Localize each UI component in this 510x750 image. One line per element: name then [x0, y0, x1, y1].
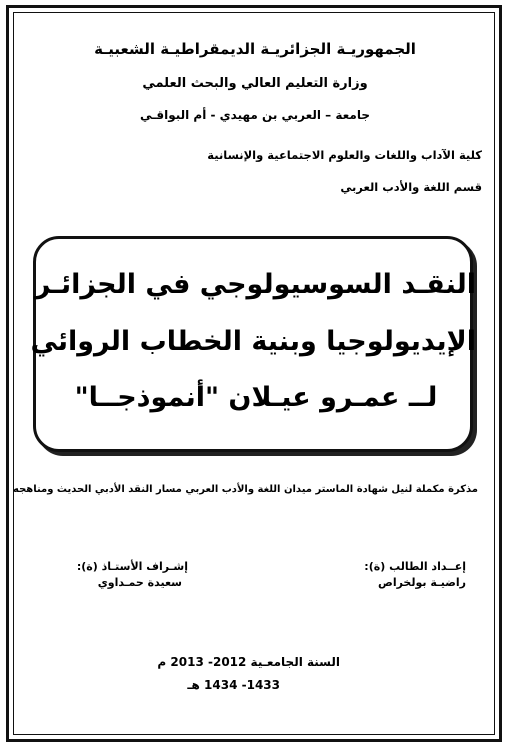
republic-heading: الجمهوريـة الجزائريـة الديمقراطيـة الشعبيـة [94, 40, 416, 58]
thesis-title-line-3: لــ عمـرو عيـلان "أنموذجــا" [74, 382, 438, 413]
academic-year-gregorian: السنة الجامعـية 2012- 2013 م [157, 655, 340, 669]
supervisor-label: إشـراف الأستـاذ (ة): [76, 560, 188, 573]
academic-year-hijri: 1433- 1434 هـ [187, 678, 280, 692]
student-label: إعــداد الطالب (ة): [364, 560, 466, 573]
thesis-title-line-2: الإيديولوجيا وبنية الخطاب الروائي [30, 326, 476, 357]
student-name: راضيـة بولخراص [378, 576, 466, 589]
university-heading: جامعة – العربي بن مهيدي - أم البواقـي [139, 108, 370, 122]
ministry-heading: وزارة التعليم العالي والبحث العلمي [142, 76, 368, 91]
memo-statement: مذكرة مكملة لنيل شهادة الماستر ميدان اللغة والأدب العربي مسار النقد الأدبي الحديث ومناهجه [13, 484, 478, 495]
thesis-title-line-1: النقـد السوسيولوجي في الجزائـر [34, 269, 476, 300]
supervisor-name: سعيدة حمـداوي [97, 576, 182, 589]
department-name: قسم اللغة والأدب العربي [340, 180, 482, 194]
thesis-title-box [30, 236, 476, 452]
faculty-name: كلية الآداب واللغات والعلوم الاجتماعية والإنسانية [207, 148, 482, 162]
